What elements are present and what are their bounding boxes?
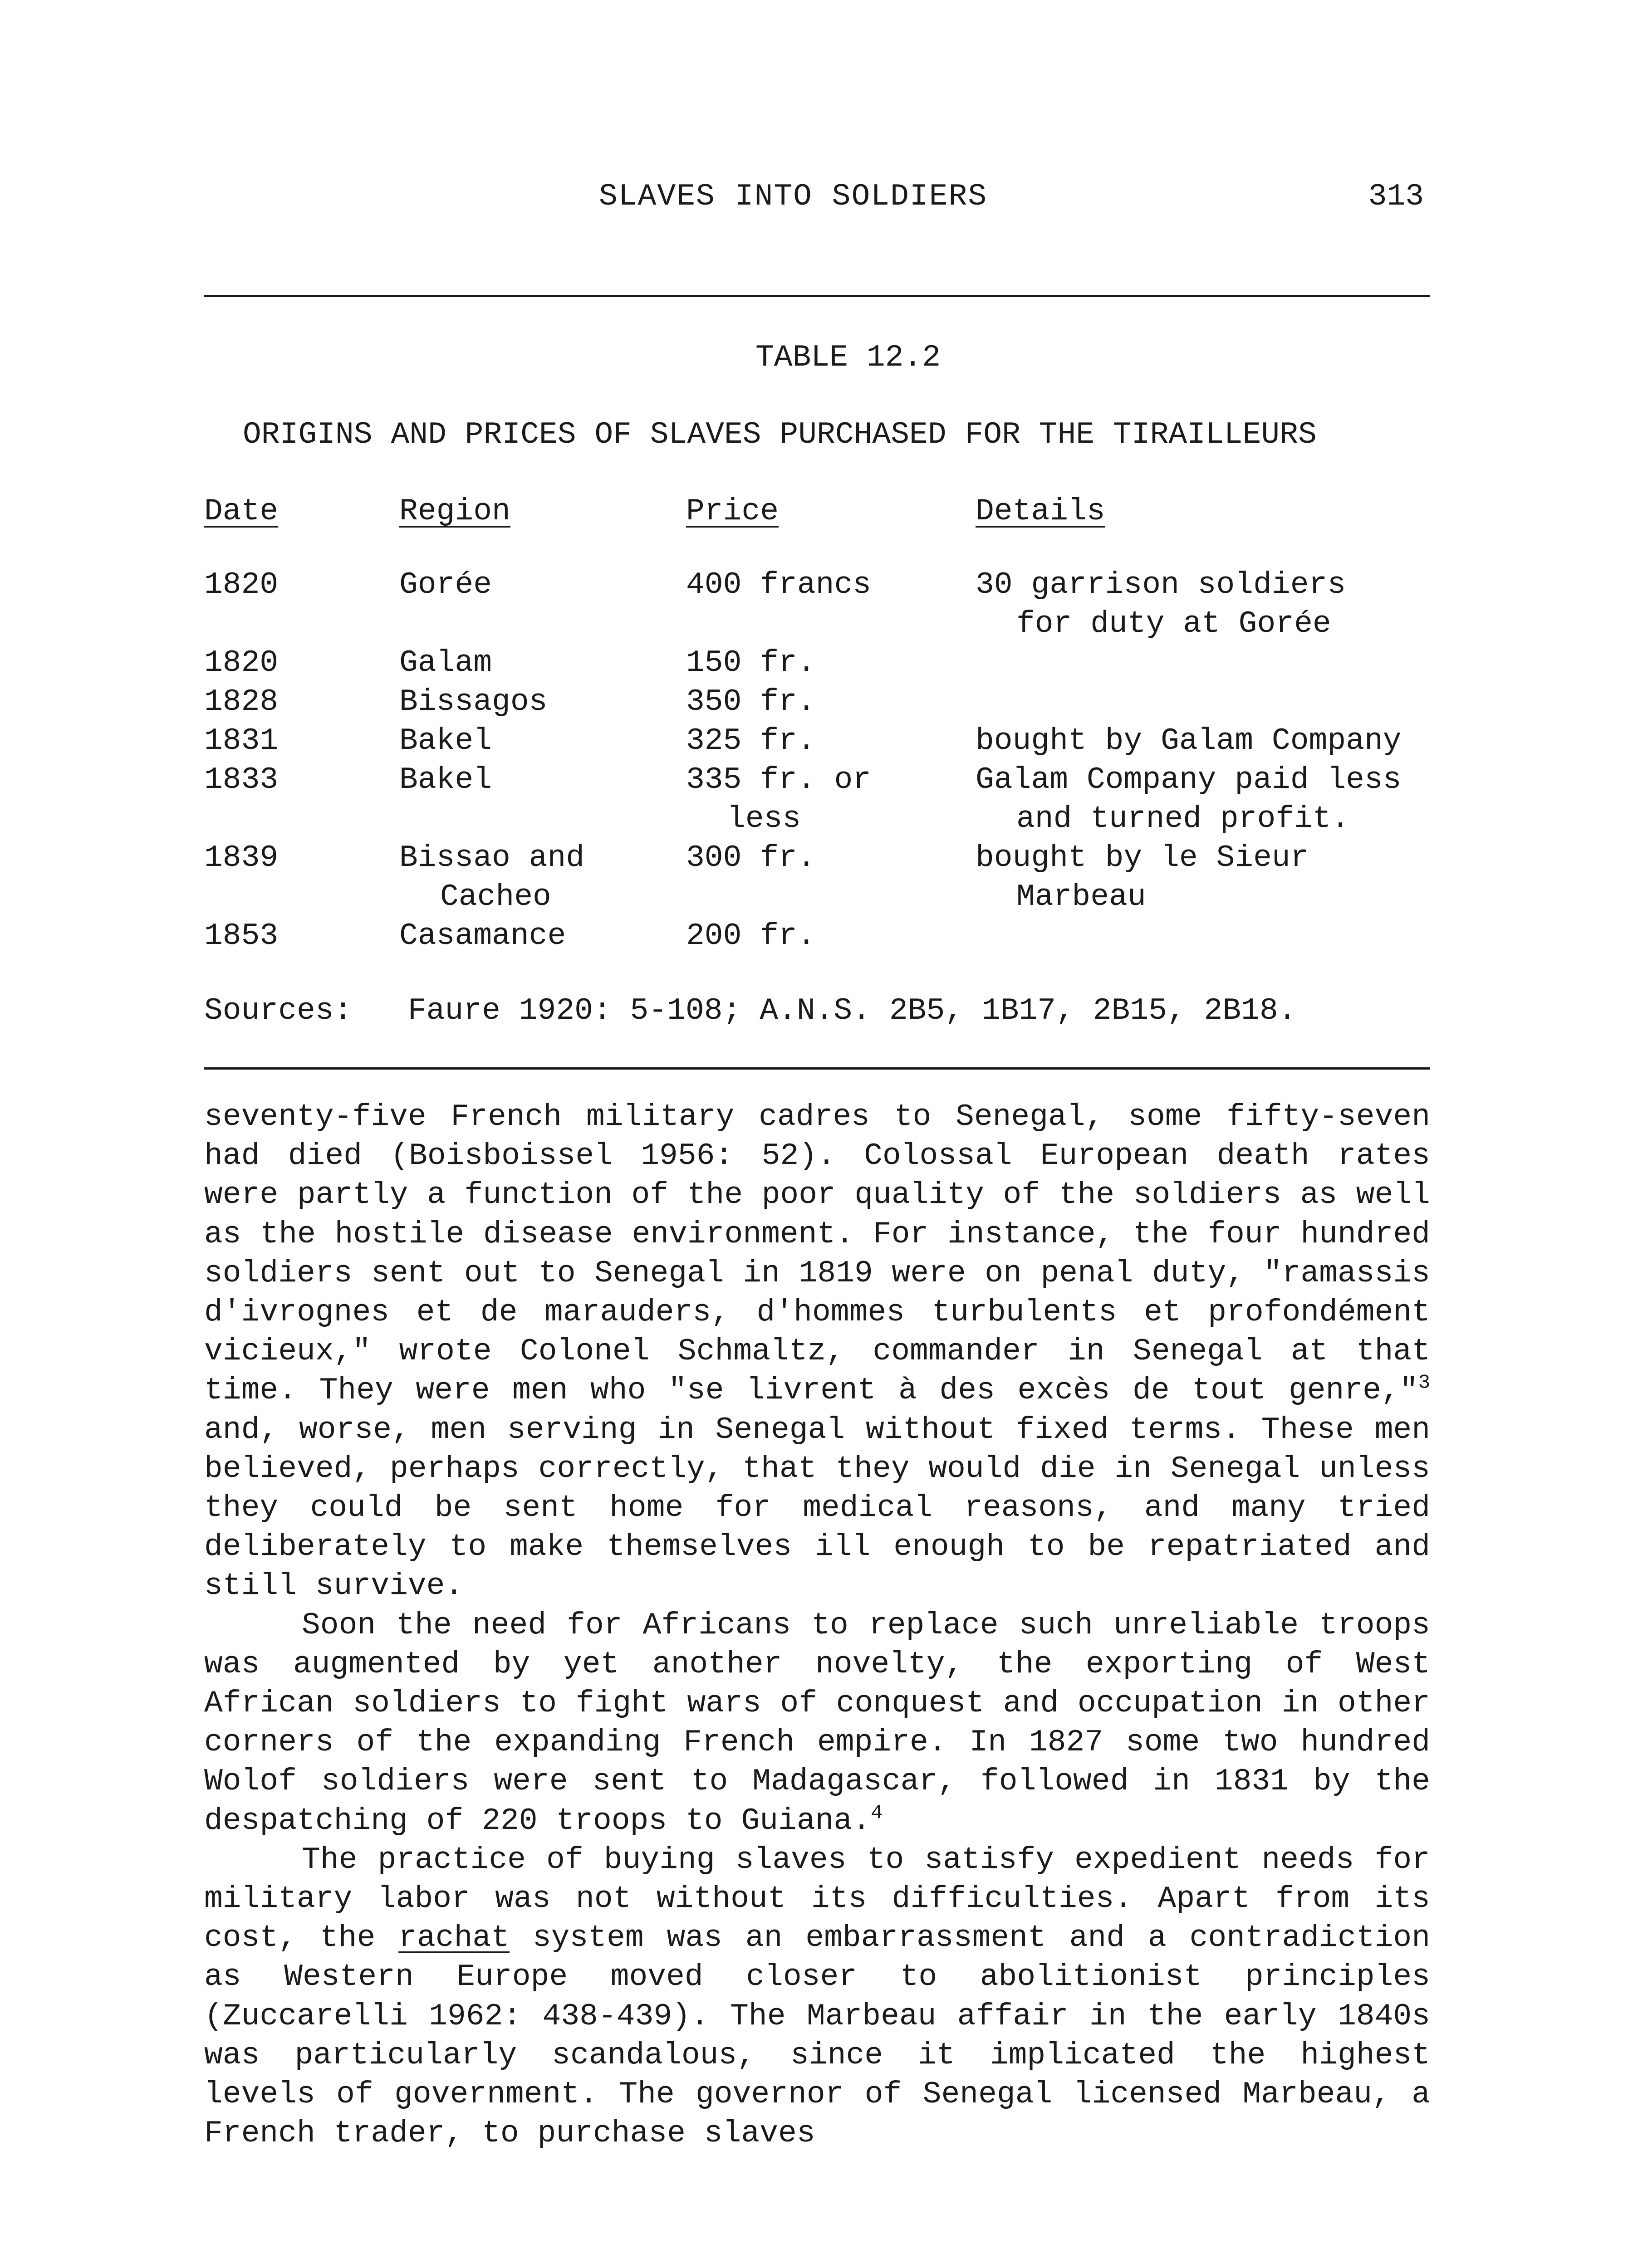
italic-term: rachat: [398, 1921, 510, 1956]
table-row: [204, 917, 1430, 956]
cell-region: Bissagos: [399, 684, 548, 719]
cell-region: Galam: [399, 645, 492, 680]
paragraph: The practice of buying slaves to satisfy expedient needs for military labor was not without its difficulties. Apart from its cost, the rachat system was an embarrassment and a contradiction as Western Europe moved closer to abolitionist principles (Zuccarelli 1962: 438-439). The Marbeau affair in the early 1840s was particularly scandalous, since it implicated the highest levels of government. The governor of Senegal licensed Marbeau, a French trader, to purchase slaves: [204, 1842, 1430, 2151]
body-text: [204, 1098, 1430, 2153]
cell-details: Galam Company paid less: [976, 763, 1402, 797]
table-row: [204, 761, 1430, 800]
column-header-date: Date: [204, 494, 279, 529]
table-row: [204, 722, 1430, 761]
page-number: 313: [1368, 179, 1424, 214]
cell-date: 1828: [204, 684, 279, 719]
cell-region: Bakel: [399, 723, 492, 758]
column-header-details: Details: [976, 494, 1105, 529]
cell-date: 1820: [204, 567, 279, 602]
cell-region: Bakel: [399, 763, 492, 797]
running-title: SLAVES INTO SOLDIERS: [599, 179, 988, 214]
cell-price: 150 fr.: [686, 645, 816, 680]
cell-price: 400 francs: [686, 567, 872, 602]
table-row: [204, 683, 1430, 722]
table-caption: ORIGINS AND PRICES OF SLAVES PURCHASED FOR THE TIRAILLEURS: [243, 417, 1317, 452]
table-row: [204, 566, 1430, 605]
sources-text: Faure 1920: 5-108; A.N.S. 2B5, 1B17, 2B15, 2B18.: [407, 993, 1297, 1028]
column-header-price: Price: [686, 494, 779, 529]
table-sources: [204, 993, 1297, 1028]
table-row-continuation: [204, 800, 1430, 839]
cell-region-cont: Cacheo: [440, 880, 551, 914]
cell-details: bought by Galam Company: [976, 723, 1402, 758]
slave-prices-table: [204, 492, 1430, 956]
table-header-row: [204, 492, 1430, 531]
cell-date: 1820: [204, 645, 279, 680]
column-header-region: Region: [399, 494, 510, 529]
table-row: [204, 644, 1430, 683]
cell-date: 1853: [204, 919, 279, 953]
cell-region: Bissao and: [399, 841, 585, 875]
table-row: [204, 839, 1430, 878]
cell-date: 1831: [204, 723, 279, 758]
cell-price: 350 fr.: [686, 684, 816, 719]
cell-date: 1839: [204, 841, 279, 875]
cell-details-cont: Marbeau: [1016, 880, 1146, 914]
cell-price: 300 fr.: [686, 841, 816, 875]
table-number: TABLE 12.2: [755, 340, 941, 375]
cell-price-cont: less: [727, 802, 801, 836]
cell-date: 1833: [204, 763, 279, 797]
table-row-continuation: [204, 605, 1430, 644]
cell-price: 200 fr.: [686, 919, 816, 953]
cell-region: Casamance: [399, 919, 566, 953]
cell-price: 325 fr.: [686, 723, 816, 758]
table-row-continuation: [204, 878, 1430, 917]
footnote-marker: 3: [1418, 1371, 1430, 1394]
footnote-marker: 4: [871, 1802, 883, 1824]
cell-region: Gorée: [399, 567, 492, 602]
cell-details-cont: and turned profit.: [1016, 802, 1350, 836]
table-top-rule: [204, 295, 1430, 297]
cell-details: 30 garrison soldiers: [976, 567, 1346, 602]
paragraph: Soon the need for Africans to replace such unreliable troops was augmented by yet another novelty, the exporting of West African soldiers to fight wars of conquest and occupation in other corners of the expanding French empire. In 1827 some two hundred Wolof soldiers were sent to Madagascar, followed in 1831 by the despatching of 220 troops to Guiana.$^4$: [204, 1608, 1430, 1838]
sources-label: Sources:: [204, 993, 353, 1028]
cell-details: bought by le Sieur: [976, 841, 1309, 875]
cell-details-cont: for duty at Gorée: [1016, 606, 1331, 641]
paragraph: seventy-five French military cadres to Senegal, some fifty-seven had died (Boisboissel 1956: 52). Colossal European death rates were partly a function of the poor quality of the soldiers as well as the hostile disease environment. For instance, the four hundred soldiers sent out to Senegal in 1819 were on penal duty, "ramassis d'ivrognes et de marauders, d'hommes turbulents et profondément vicieux," wrote Colonel Schmaltz, commander in Senegal at that time. They were men who "se livrent à des excès de tout genre,"$^3$ and, worse, men serving in Senegal without fixed terms. These men believed, perhaps correctly, that they would die in Senegal unless they could be sent home for medical reasons, and many tried deliberately to make themselves ill enough to be repatriated and still survive.: [204, 1100, 1430, 1604]
table-bottom-rule: [204, 1067, 1430, 1070]
cell-price: 335 fr. or: [686, 763, 872, 797]
